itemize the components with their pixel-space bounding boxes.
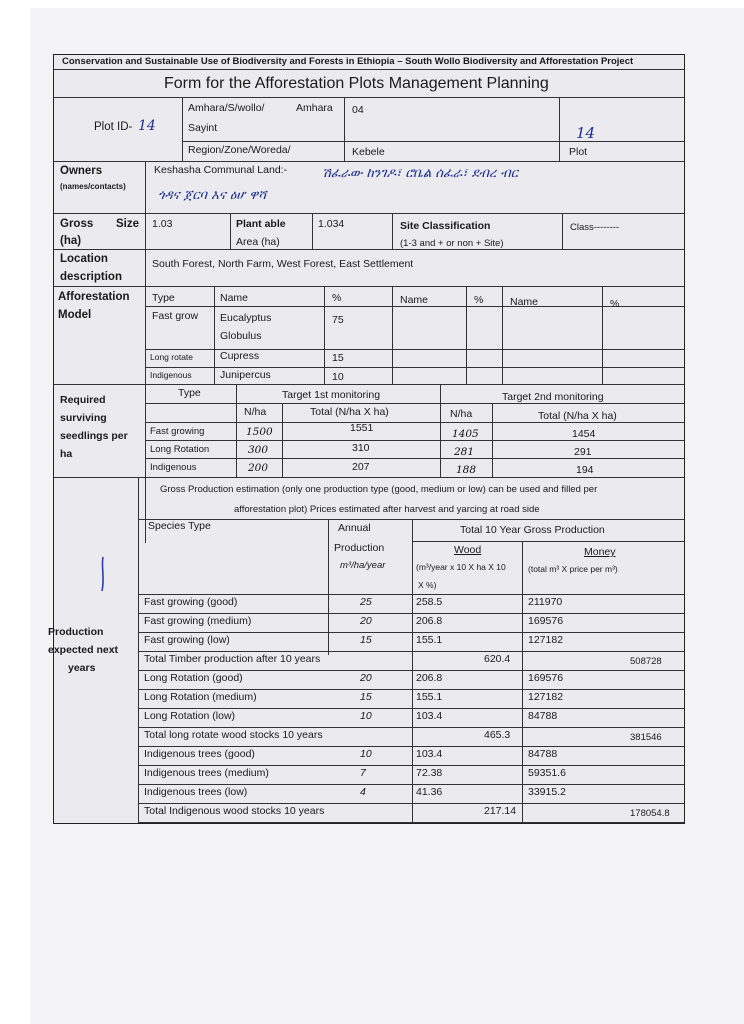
location-value: South Forest, North Farm, West Forest, East Settlement [152,258,414,270]
production-species: Fast growing (low) [144,634,230,646]
production-money: 33915.2 [528,786,566,798]
seedling-row-t2: 1454 [572,428,596,440]
divider [54,161,684,162]
annual-header-2: Production [334,542,385,554]
plot-id-value: 14 [138,118,156,134]
production-wood: 206.8 [416,615,443,627]
divider [145,422,684,423]
location-label-2: description [60,271,122,283]
model-row-name: Eucalyptus [220,312,272,324]
production-species: Indigenous trees (medium) [144,767,269,779]
production-annual: 7 [360,767,366,779]
divider [138,519,684,520]
kebele-label: Kebele [352,146,385,158]
seedling-row-t1: 310 [352,442,370,454]
production-annual: 4 [360,786,366,798]
production-species: Long Rotation (medium) [144,691,257,703]
production-label-2: expected next [48,644,119,656]
divider [54,249,684,250]
location-label: Location [60,253,108,265]
model-label: Afforestation [58,291,130,303]
seedling-row-n1: 300 [248,444,269,456]
seedling-row-n2: 1405 [452,428,479,440]
plantable-sublabel: Area (ha) [236,236,280,248]
owners-typed: Keshasha Communal Land:- [154,164,288,176]
production-wood: 103.4 [416,748,443,760]
target1-total: Total (N/ha X ha) [310,406,389,418]
model-header-type: Type [152,292,175,304]
divider [138,784,684,785]
site-class-label: Site Classification [400,220,491,232]
divider [392,213,393,249]
ink-mark-icon [96,555,110,595]
model-header-pct: % [332,292,342,304]
seedlings-label: Required [60,394,106,406]
model-row-name: Junipercus [220,369,271,381]
divider [392,286,393,384]
production-annual: 20 [360,615,372,627]
total-production-header: Total 10 Year Gross Production [460,524,605,536]
model-header-name: Name [220,292,249,304]
target2-header: Target 2nd monitoring [502,391,604,403]
money-header: Money [584,546,616,558]
production-species: Fast growing (good) [144,596,238,608]
divider [324,286,325,384]
production-money: 59351.6 [528,767,566,779]
model-row-name: Cupress [220,350,260,362]
region-line-2: Sayint [188,122,218,134]
production-wood: 620.4 [484,653,511,665]
species-header: Species Type [148,520,211,532]
plantable-value: 1.034 [318,218,345,230]
owners-label: Owners [60,165,103,177]
model-header-pct-2: % [474,294,484,306]
wood-header: Wood [454,544,482,556]
production-annual: 15 [360,634,372,646]
production-money: 169576 [528,672,564,684]
production-species: Total Timber production after 10 years [144,653,321,665]
model-row-pct: 75 [332,314,344,326]
kebele-value: 04 [352,104,364,116]
production-note-1: Gross Production estimation (only one production type (good, medium or low) can be used and filled per [160,484,598,495]
production-money: 84788 [528,710,558,722]
model-label-2: Model [58,309,92,321]
model-header-name-2: Name [400,294,429,306]
production-annual: 10 [360,748,372,760]
divider [138,746,684,747]
seedlings-label-2: surviving [60,412,107,424]
model-row-name-2: Globulus [220,330,262,342]
divider [138,765,684,766]
production-species: Indigenous trees (low) [144,786,248,798]
divider [440,384,441,477]
production-label-3: years [68,662,96,674]
gross-label: Gross [60,218,94,230]
production-money: 127182 [528,691,564,703]
production-wood: 103.4 [416,710,443,722]
gross-size-label: Size [116,218,140,230]
model-row-type: Indigenous [150,370,192,380]
production-species: Total long rotate wood stocks 10 years [144,729,323,741]
divider [138,632,684,633]
seedlings-type-header: Type [178,387,201,399]
divider [412,519,413,823]
divider [312,213,313,249]
seedling-row-t2: 291 [574,446,592,458]
divider [344,97,345,162]
divider [328,519,329,655]
gross-unit-label: (ha) [60,235,82,247]
divider [145,161,146,543]
production-species: Long Rotation (low) [144,710,236,722]
model-row-pct: 10 [332,371,344,383]
divider [54,97,684,98]
divider [138,689,684,690]
target1-nha: N/ha [244,406,267,418]
production-money: 508728 [630,656,662,667]
owners-sublabel: (names/contacts) [60,182,126,191]
model-header-name-3: Name [510,296,539,308]
seedling-row-t1: 1551 [350,422,374,434]
seedling-row-type: Fast growing [150,426,205,437]
divider [466,286,467,384]
production-money: 84788 [528,748,558,760]
divider [145,367,684,368]
owners-handwritten-1: ሽፈራው ከንገዶ፣ ሮቤል ሰፈራ፣ ደብረ ብር [322,166,518,181]
gross-value: 1.03 [152,218,173,230]
production-annual: 20 [360,672,372,684]
plot-label: Plot [569,146,588,158]
model-row-type: Long rotate [150,352,194,362]
divider [562,213,563,249]
production-wood: 206.8 [416,672,443,684]
divider [54,384,684,385]
divider [502,286,503,384]
divider [54,286,684,287]
production-species: Total Indigenous wood stocks 10 years [144,805,325,817]
divider [214,286,215,384]
class-label: Class-------- [570,222,620,233]
divider [236,384,237,477]
form-title: Form for the Afforestation Plots Management Planning [164,75,549,92]
divider [145,440,684,441]
seedling-row-n1: 1500 [246,426,273,438]
divider [230,213,231,249]
target1-header: Target 1st monitoring [282,389,381,401]
model-header-pct-3: % [610,298,620,310]
project-title: Conservation and Sustainable Use of Biodiversity and Forests in Ethiopia – South Wollo Biodiversity and Afforestation Project [62,56,634,67]
divider [54,477,684,478]
production-wood: 72.38 [416,767,443,779]
divider [182,141,684,142]
plot-value: 14 [576,124,596,142]
divider [54,213,684,214]
divider [145,403,684,404]
production-wood: 465.3 [484,729,511,741]
seedling-row-type: Indigenous [150,462,197,473]
production-species: Long Rotation (good) [144,672,243,684]
seedling-row-n2: 281 [454,446,475,458]
seedling-row-t2: 194 [576,464,594,476]
divider [138,708,684,709]
target2-nha: N/ha [450,408,473,420]
seedling-row-n2: 188 [456,464,477,476]
production-wood: 155.1 [416,691,443,703]
production-money: 211970 [528,596,563,608]
divider [54,69,684,70]
production-wood: 217.14 [484,805,517,817]
model-row-pct: 15 [332,352,344,364]
divider [138,822,684,823]
wood-subheader: (m³/year x 10 X ha X 10 [416,562,506,572]
plantable-label: Plant able [236,218,286,230]
afforestation-form [48,54,685,824]
region-line-3: Region/Zone/Woreda/ [188,144,291,156]
production-annual: 25 [360,596,372,608]
divider [522,541,523,823]
production-money: 127182 [528,634,564,646]
divider [138,727,684,728]
seedling-row-n1: 200 [248,462,269,474]
production-annual: 10 [360,710,372,722]
region-line-1b: Amhara [296,102,333,114]
plot-id-label: Plot ID- [94,121,133,133]
production-species: Indigenous trees (good) [144,748,255,760]
divider [182,97,183,162]
production-annual: 15 [360,691,372,703]
target2-total: Total (N/ha X ha) [538,410,617,422]
production-wood: 155.1 [416,634,443,646]
divider [602,286,603,384]
divider [138,477,139,823]
production-wood: 41.36 [416,786,443,798]
production-money: 381546 [630,732,662,743]
seedling-row-t1: 207 [352,461,370,473]
wood-subheader-2: X %) [418,580,437,590]
production-note-2: afforestation plot) Prices estimated after harvest and yarcing at road side [234,504,540,515]
divider [138,670,684,671]
divider [412,541,684,542]
annual-header-3: m³/ha/year [340,560,386,571]
divider [138,803,684,804]
region-line-1: Amhara/S/wollo/ [188,102,265,114]
production-money: 169576 [528,615,564,627]
seedlings-label-4: ha [60,448,73,460]
production-money: 178054.8 [630,808,670,819]
divider [559,97,560,162]
seedling-row-type: Long Rotation [150,444,210,455]
production-label: Production [48,626,104,638]
owners-handwritten-2: ጎዳና ጀርባ እና ዕሆ ዋሻ [158,188,267,203]
production-species: Fast growing (medium) [144,615,252,627]
production-wood: 258.5 [416,596,443,608]
annual-header: Annual [338,522,371,534]
seedlings-label-3: seedlings per [60,430,128,442]
divider [138,613,684,614]
divider [138,651,684,652]
divider [138,594,684,595]
site-class-sub: (1-3 and + or non + Site) [400,238,504,249]
divider [145,458,684,459]
model-row-type: Fast grow [152,310,199,322]
money-subheader: (total m³ X price per m³) [528,564,618,574]
